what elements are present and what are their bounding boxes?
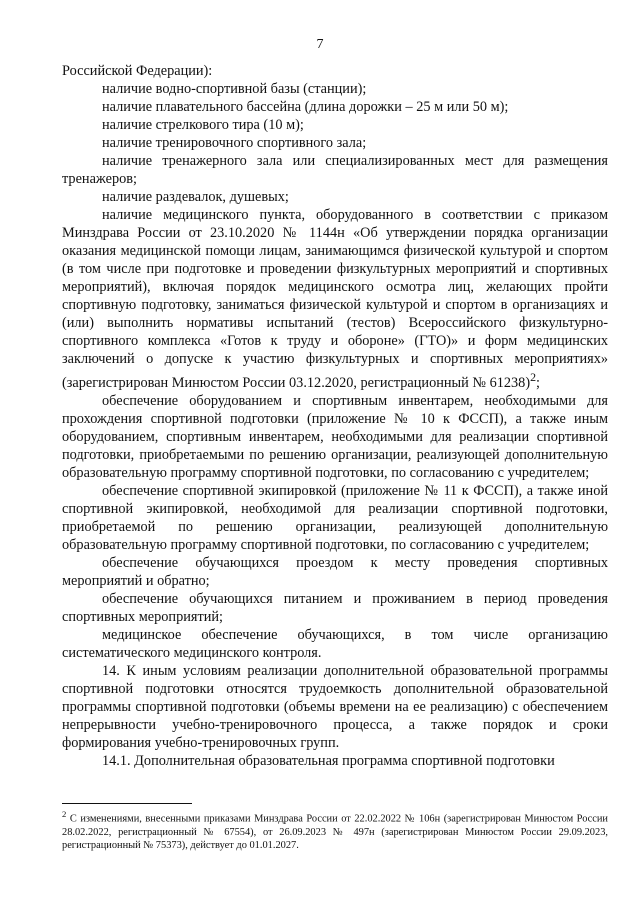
paragraph-with-footnote bbox=[62, 206, 608, 392]
footnote-divider bbox=[62, 803, 192, 804]
paragraph: медицинское обеспечение обучающихся, в том числе организацию систематического медицинского контроля. bbox=[62, 626, 608, 661]
page-number: 7 bbox=[316, 37, 324, 52]
paragraph: наличие водно-спортивной базы (станции); bbox=[102, 81, 367, 97]
paragraph: 14. К иным условиям реализации дополнительной образовательной программы спортивной подготовки относятся трудоемкость дополнительной образовательной программы спортивной подготовки (объемы времени на ее реализацию) с обеспечением непрерывности учебно-тренировочного процесса, а также порядок и сроки формирования учебно-тренировочных групп. bbox=[62, 662, 608, 751]
paragraph: наличие тренировочного спортивного зала; bbox=[102, 135, 367, 151]
paragraph: обеспечение обучающихся питанием и проживанием в период проведения спортивных мероприятий; bbox=[62, 590, 608, 625]
footnote-text: С изменениями, внесенными приказами Минздрава России от 22.02.2022 № 106н (зарегистрирован Минюстом России 28.02.2022, регистрационный № 67554), от 26.09.2023 № 497н (зарегистрирован Минюстом России 29.09.2023, регистрационный № 75373), действует до 01.01.2027. bbox=[62, 813, 608, 852]
paragraph: обеспечение оборудованием и спортивным инвентарем, необходимыми для прохождения спортивной подготовки (приложение № 10 к ФССП), а также иным оборудованием, спортивным инвентарем, необходимыми для реализации спортивной подготовки, приобретаемыми по решению организации, реализующей дополнительную образовательную программу спортивной подготовки, по согласованию с учредителем; bbox=[62, 392, 608, 481]
document-body bbox=[62, 62, 608, 770]
paragraph-text: наличие медицинского пункта, оборудованного в соответствии с приказом Минздрава России от 23.10.2020 № 1144н «Об утверждении порядка организации оказания медицинской помощи лицам, занимающимся физической культурой и спортом (в том числе при подготовке и проведении физкультурных мероприятий и спортивных мероприятий), включая порядок медицинского осмотра лиц, желающих пройти спортивную подготовку, заниматься физической культурой и спортом в организациях и (или) выполнить нормативы испытаний (тестов) Всероссийского физкультурно-спортивного комплекса «Готов к труду и обороне» (ГТО)» и форм медицинских заключений о допуске к участию физкультурных и спортивных мероприятиях» (зарегистрирован Минюстом России 03.12.2020, регистрационный № 61238) bbox=[62, 207, 608, 391]
paragraph: Российской Федерации): bbox=[62, 63, 213, 79]
paragraph-tail: ; bbox=[536, 374, 541, 391]
footnote-mark: 2 bbox=[62, 809, 67, 819]
paragraph: наличие стрелкового тира (10 м); bbox=[102, 117, 304, 133]
paragraph: наличие плавательного бассейна (длина дорожки – 25 м или 50 м); bbox=[102, 99, 509, 115]
footnote-reference: 2 bbox=[530, 370, 537, 384]
footnote bbox=[62, 808, 608, 853]
paragraph: обеспечение обучающихся проездом к месту проведения спортивных мероприятий и обратно; bbox=[62, 554, 608, 589]
paragraph: наличие тренажерного зала или специализированных мест для размещения тренажеров; bbox=[62, 153, 608, 187]
paragraph: 14.1. Дополнительная образовательная программа спортивной подготовки bbox=[102, 752, 555, 769]
paragraph: наличие раздевалок, душевых; bbox=[102, 189, 289, 205]
paragraph: обеспечение спортивной экипировкой (приложение № 11 к ФССП), а также иной спортивной экипировкой, необходимой для реализации спортивной подготовки, приобретаемой по решению организации, реализующей дополнительную образовательную программу спортивной подготовки, по согласованию с учредителем; bbox=[62, 482, 608, 553]
